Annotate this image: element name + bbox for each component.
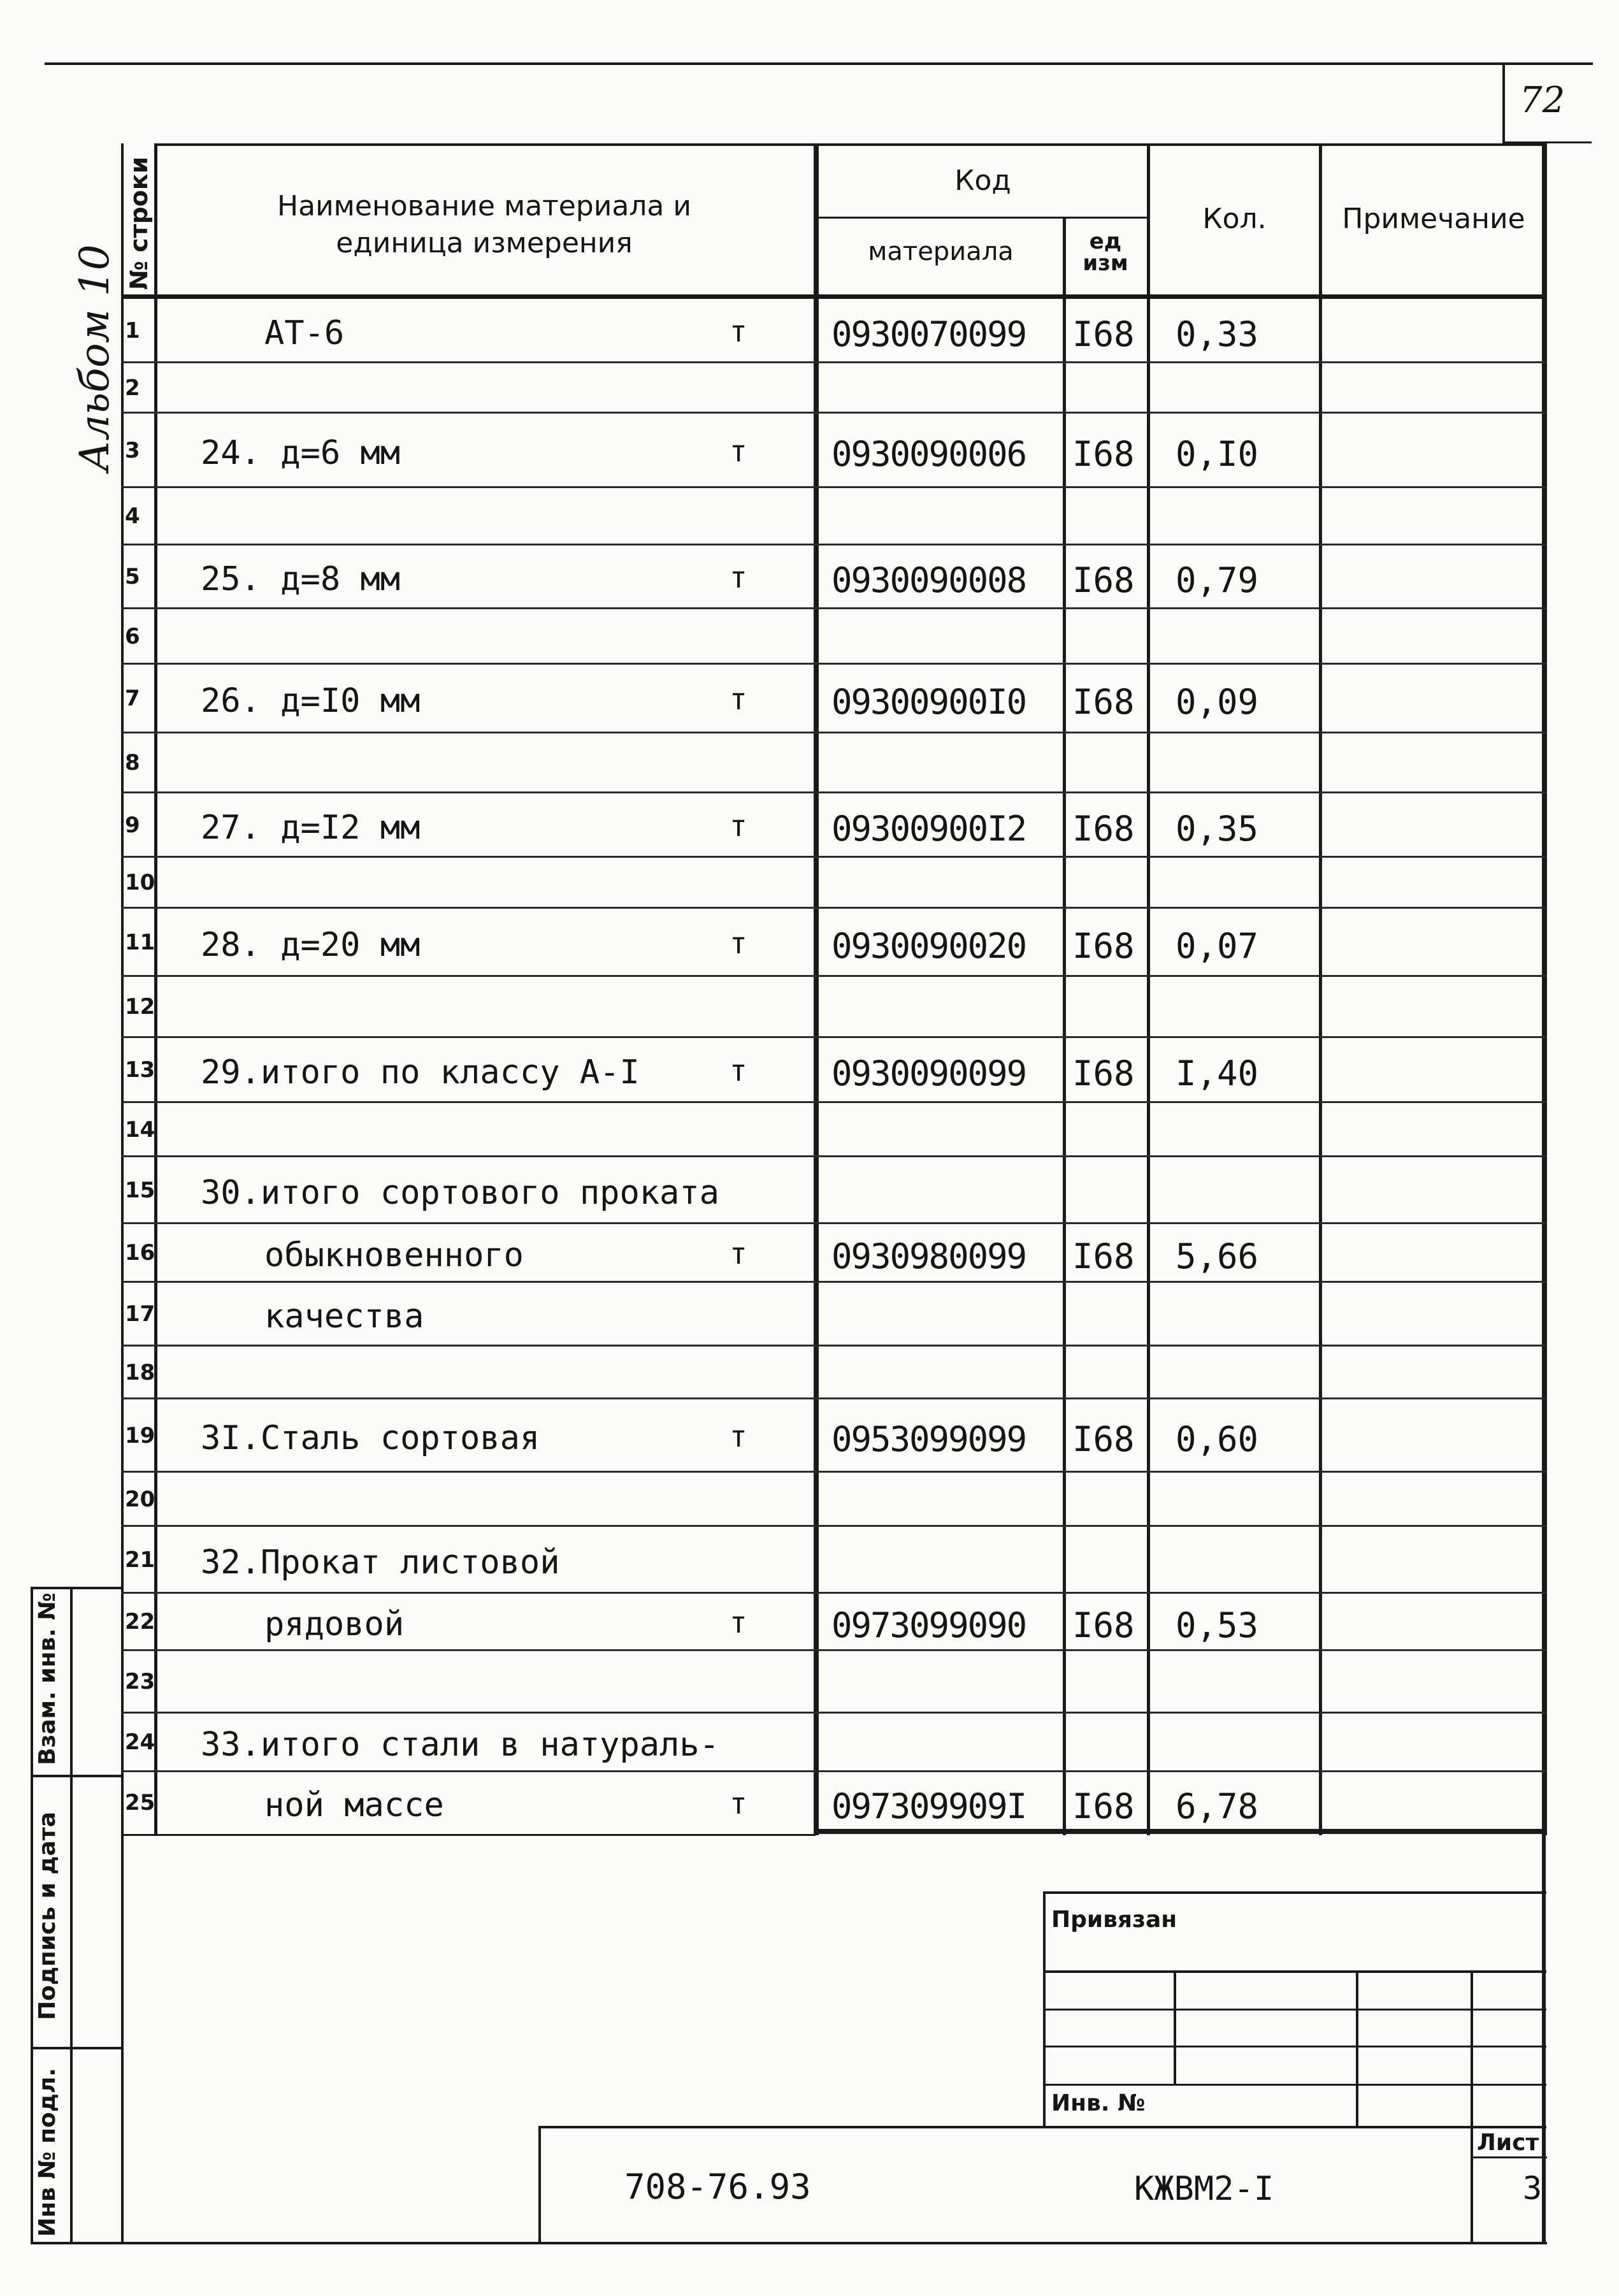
row-number: 24 (125, 1729, 155, 1755)
row-number: 13 (125, 1057, 155, 1083)
row-number: 5 (125, 564, 140, 589)
row-number-header: № строки (125, 156, 153, 290)
row-number: 9 (125, 812, 140, 838)
material-code: 0930090099 (831, 1053, 1026, 1094)
material-name: обыкновенного (264, 1236, 524, 1274)
quantity: 0,33 (1176, 314, 1259, 354)
row-number: 20 (125, 1486, 155, 1512)
material-code: 0930090006 (831, 433, 1026, 474)
table-row (121, 1650, 1547, 1713)
lower-frame-right (1542, 1834, 1546, 2243)
table-row (121, 857, 1547, 908)
material-code: 0930090008 (831, 560, 1026, 600)
unit-code: I68 (1072, 314, 1135, 354)
row-number: 6 (125, 623, 140, 649)
quantity: 0,53 (1176, 1605, 1259, 1645)
material-name: 25. д=8 мм (201, 560, 401, 598)
top-rule (45, 62, 1593, 65)
quantity: I,40 (1176, 1053, 1259, 1094)
table-row (121, 1472, 1547, 1526)
material-name: 33.итого стали в натураль- (201, 1726, 719, 1764)
material-code: 0953099099 (831, 1419, 1026, 1459)
inv-no-replaced-label: Взам. инв. № (34, 1592, 61, 1765)
unit-code: I68 (1072, 1419, 1135, 1459)
material-name: качества (264, 1297, 424, 1336)
material-code: 09300900I2 (831, 808, 1026, 849)
quantity: 0,60 (1176, 1419, 1259, 1459)
material-name: ной массе (264, 1786, 444, 1824)
row-number: 21 (125, 1547, 155, 1573)
table-row (121, 1102, 1547, 1157)
row-number: 4 (125, 503, 140, 529)
table-row (121, 1346, 1547, 1399)
row-number: 8 (125, 750, 140, 776)
lower-frame-left (121, 1834, 124, 2243)
unit-code: I68 (1072, 560, 1135, 600)
unit: т (730, 682, 747, 716)
row-number: 11 (125, 929, 155, 955)
row-number: 3 (125, 437, 140, 463)
unit: т (730, 1786, 747, 1821)
sheet-value: 3 (1523, 2170, 1543, 2207)
quantity: 5,66 (1176, 1236, 1259, 1276)
unit: т (730, 314, 747, 349)
code-unit-header: ед изм (1083, 229, 1128, 276)
table-row (121, 487, 1547, 545)
unit-code: I68 (1072, 1605, 1135, 1645)
unit: т (730, 1605, 747, 1640)
attached-label: Привязан (1051, 1907, 1177, 1933)
quantity: 6,78 (1176, 1786, 1259, 1826)
unit: т (730, 808, 747, 843)
material-name: рядовой (264, 1605, 405, 1643)
unit-code: I68 (1072, 433, 1135, 474)
material-code: 0930070099 (831, 314, 1026, 354)
row-number: 25 (125, 1790, 155, 1816)
row-number: 7 (125, 686, 140, 711)
sheet-label: Лист (1477, 2130, 1539, 2156)
table-row (121, 733, 1547, 793)
sheet-number-divider (1502, 62, 1505, 144)
row-number: 14 (125, 1116, 155, 1143)
material-name: 28. д=20 мм (201, 925, 421, 964)
row-number: 23 (125, 1669, 155, 1694)
unit-code: I68 (1072, 808, 1135, 849)
material-name: 24. д=6 мм (201, 433, 401, 472)
document-code: КЖВМ2-I (1134, 2170, 1274, 2208)
unit: т (730, 1053, 747, 1088)
table-row (121, 976, 1547, 1037)
material-code: 0930090020 (831, 925, 1026, 966)
note-header: Примечание (1342, 203, 1525, 235)
album-label: Альбом 10 (71, 244, 119, 472)
code-material-header: материала (868, 237, 1014, 266)
table-row (121, 609, 1547, 664)
row-number: 10 (125, 870, 155, 895)
unit-code: I68 (1072, 682, 1135, 722)
unit: т (730, 1236, 747, 1271)
quantity: 0,79 (1176, 560, 1259, 600)
code-header: Код (954, 164, 1011, 197)
material-code: 0930980099 (831, 1236, 1026, 1276)
material-name: 26. д=I0 мм (201, 682, 421, 720)
row-number: 18 (125, 1359, 155, 1385)
row-number: 1 (125, 318, 140, 343)
material-name: 30.итого сортового проката (201, 1173, 719, 1212)
inv-no-original-label: Инв № подл. (34, 2068, 61, 2237)
row-number: 19 (125, 1422, 155, 1448)
quantity-header: Кол. (1202, 203, 1267, 235)
signature-date-label: Подпись и дата (34, 1812, 61, 2020)
row-number: 16 (125, 1240, 155, 1266)
unit: т (730, 1419, 747, 1454)
material-code: 09300900I0 (831, 682, 1026, 722)
table-row (121, 363, 1547, 413)
material-code: 0973099090 (831, 1605, 1026, 1645)
unit: т (730, 433, 747, 468)
unit: т (730, 560, 747, 595)
unit-code: I68 (1072, 925, 1135, 966)
document-number: 708-76.93 (624, 2167, 811, 2207)
row-number: 22 (125, 1609, 155, 1635)
sheet-number: 72 (1520, 80, 1565, 121)
material-name: 29.итого по классу А-I (201, 1053, 640, 1092)
material-code: 097309909I (831, 1786, 1026, 1826)
unit-code: I68 (1072, 1236, 1135, 1276)
inv-no-label: Инв. № (1051, 2090, 1146, 2116)
quantity: 0,35 (1176, 808, 1259, 849)
row-number: 2 (125, 375, 140, 401)
row-number: 17 (125, 1301, 155, 1327)
unit: т (730, 925, 747, 960)
unit-code: I68 (1072, 1053, 1135, 1094)
quantity: 0,09 (1176, 682, 1259, 722)
material-name: АТ-6 (264, 314, 345, 352)
name-header: Наименование материала и единица измерения (277, 190, 691, 259)
unit-code: I68 (1072, 1786, 1135, 1826)
quantity: 0,07 (1176, 925, 1259, 966)
row-number: 15 (125, 1177, 155, 1203)
quantity: 0,I0 (1176, 433, 1259, 474)
material-name: 27. д=I2 мм (201, 808, 421, 847)
row-number: 12 (125, 994, 155, 1020)
material-name: 3I.Сталь сортовая (201, 1419, 540, 1457)
material-name: 32.Прокат листовой (201, 1543, 560, 1582)
